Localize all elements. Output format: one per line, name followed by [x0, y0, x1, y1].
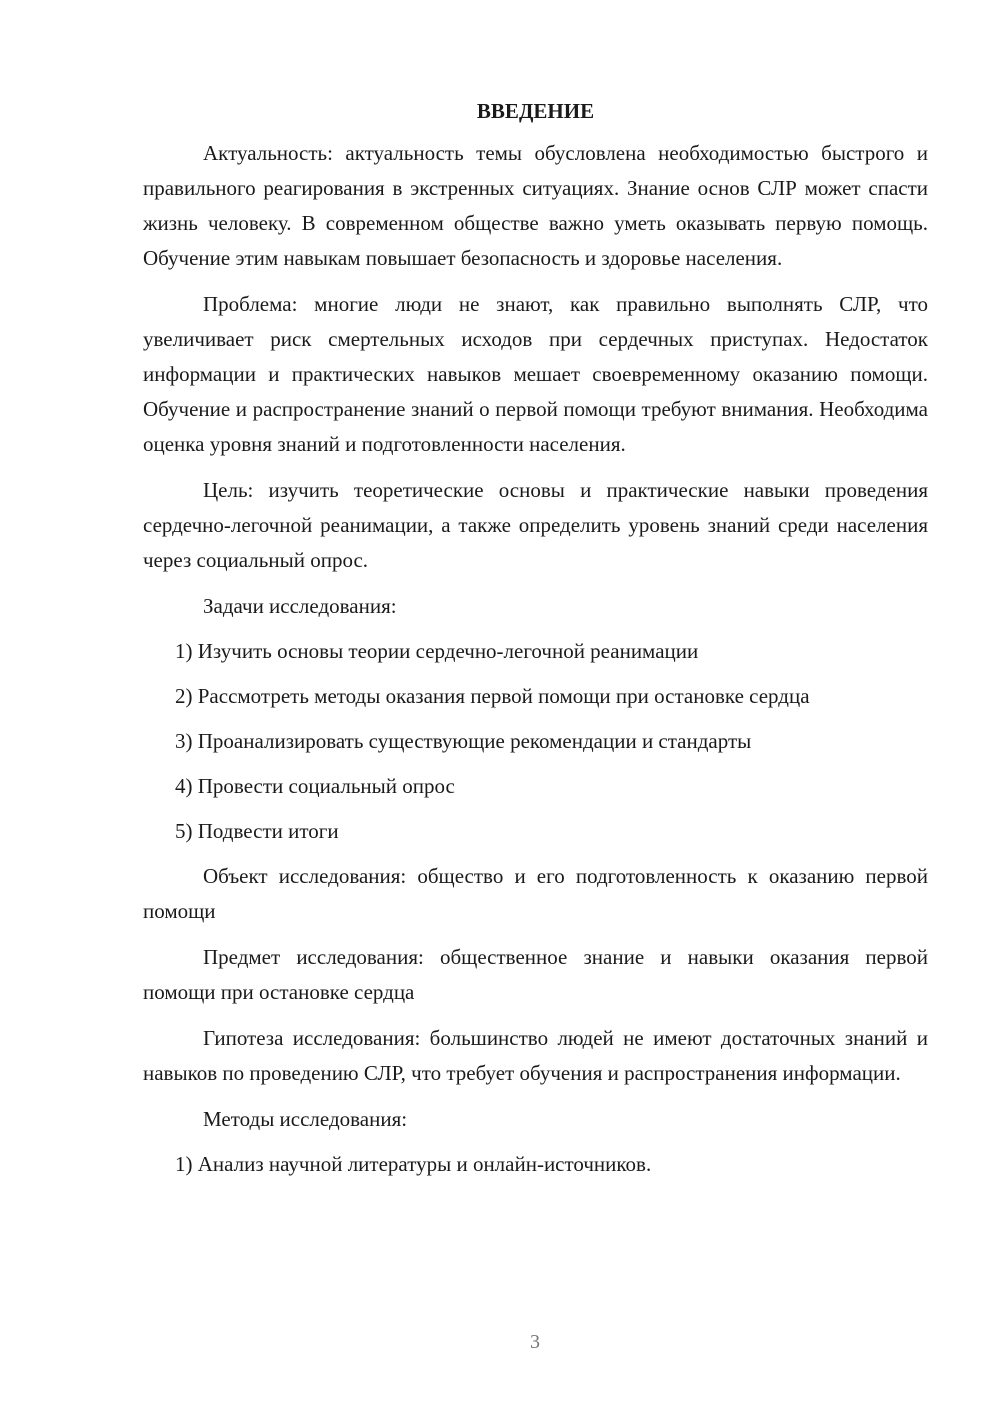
- methods-heading: Методы исследования:: [203, 1107, 408, 1131]
- tasks-list: [143, 634, 928, 849]
- section-title: ВВЕДЕНИЕ: [476, 99, 595, 123]
- object-paragraph: Объект исследования: общество и его подготовленность к оказанию первой помощи: [143, 864, 928, 923]
- subject-paragraph: Предмет исследования: общественное знание и навыки оказания первой помощи при остановке сердца: [143, 945, 928, 1004]
- method-item: 1) Анализ научной литературы и онлайн-источников.: [175, 1152, 652, 1176]
- hypothesis-paragraph: Гипотеза исследования: большинство людей не имеют достаточных знаний и навыков по проведению СЛР, что требует обучения и распространения информации.: [143, 1026, 928, 1085]
- task-item: 4) Провести социальный опрос: [175, 774, 455, 798]
- methods-list: [143, 1147, 928, 1182]
- problem-paragraph: Проблема: многие люди не знают, как правильно выполнять СЛР, что увеличивает риск смертельных исходов при сердечных приступах. Недостаток информации и практических навыков мешает своевременному оказанию помощи. Обучение и распространение знаний о первой помощи требуют внимания. Необходима оценка уровня знаний и подготовленности населения.: [143, 292, 928, 456]
- relevance-paragraph: Актуальность: актуальность темы обусловлена необходимостью быстрого и правильного реагирования в экстренных ситуациях. Знание основ СЛР может спасти жизнь человеку. В современном обществе важно уметь оказывать первую помощь. Обучение этим навыкам повышает безопасность и здоровье населения.: [143, 141, 928, 270]
- tasks-heading: Задачи исследования:: [203, 594, 397, 618]
- task-item: 2) Рассмотреть методы оказания первой помощи при остановке сердца: [175, 684, 810, 708]
- task-item: 5) Подвести итоги: [175, 819, 339, 843]
- page-content: [143, 94, 928, 1192]
- page-number: 3: [530, 1331, 540, 1353]
- task-item: 3) Проанализировать существующие рекомендации и стандарты: [175, 729, 752, 753]
- goal-paragraph: Цель: изучить теоретические основы и практические навыки проведения сердечно-легочной реанимации, а также определить уровень знаний среди населения через социальный опрос.: [143, 478, 928, 572]
- task-item: 1) Изучить основы теории сердечно-легочной реанимации: [175, 639, 699, 663]
